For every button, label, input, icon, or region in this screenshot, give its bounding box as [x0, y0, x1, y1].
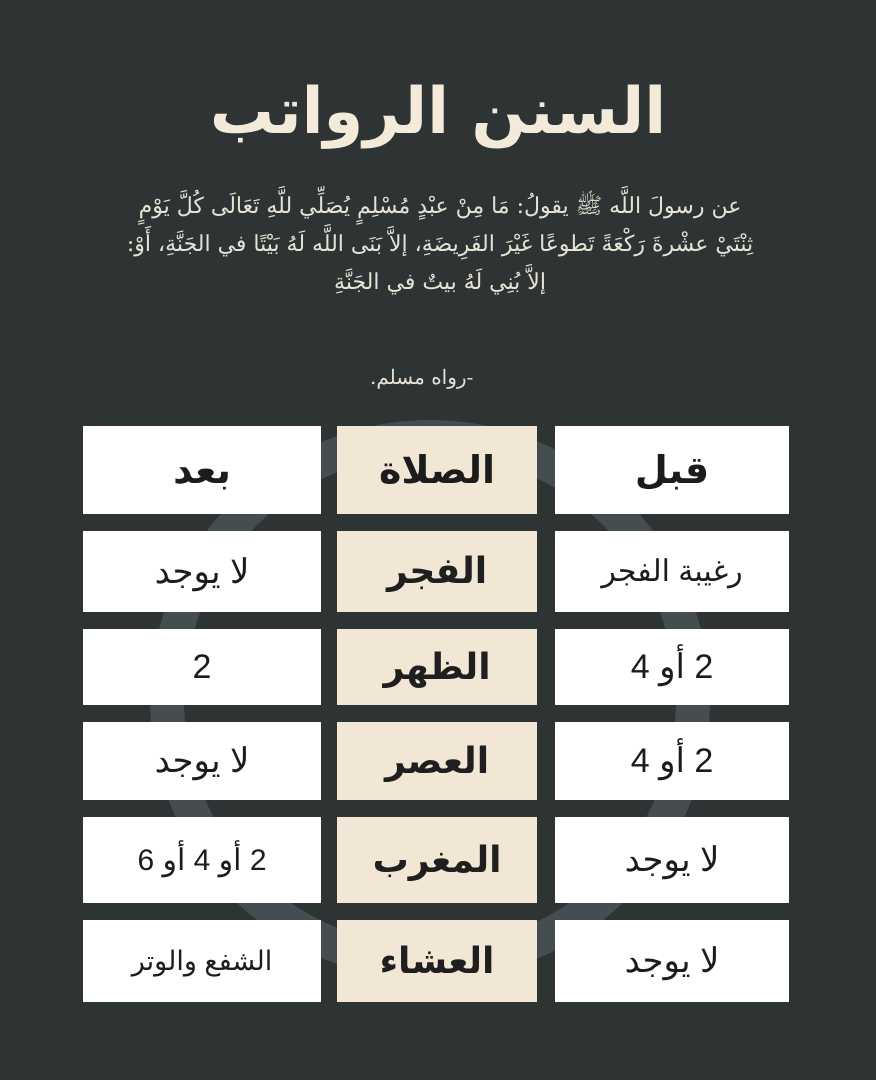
- isha-prayer: العشاء: [337, 920, 537, 1002]
- hadith-line-2: ثِنْتَيْ عشْرةَ رَكْعَةً تَطوعًا غَيْرَ الفَرِيضَةِ، إلاَّ بَنَى اللَّه لَهُ بَيْتًا في الجَنَّةِ، أَوْ:: [126, 232, 754, 257]
- isha-before: لا يوجد: [555, 920, 789, 1002]
- maghrib-after: 2 أو 4 أو 6: [83, 817, 321, 903]
- hadith-line-1: عن رسولَ اللَّه ﷺ يقولُ: مَا مِنْ عبْدٍ مُسْلِمٍ يُصَلِّي للَّهِ تَعَالَى كُلَّ يَوْمٍ: [138, 194, 742, 219]
- dhuhr-before: 2 أو 4: [555, 629, 789, 705]
- maghrib-before: لا يوجد: [555, 817, 789, 903]
- header-prayer: الصلاة: [337, 426, 537, 514]
- hadith-text: [70, 188, 810, 302]
- asr-after: لا يوجد: [83, 722, 321, 800]
- isha-after: الشفع والوتر: [83, 920, 321, 1002]
- header-before: قبل: [555, 426, 789, 514]
- fajr-before: رغيبة الفجر: [555, 531, 789, 612]
- fajr-after: لا يوجد: [83, 531, 321, 612]
- dhuhr-after: 2: [83, 629, 321, 705]
- dhuhr-prayer: الظهر: [337, 629, 537, 705]
- header-after: بعد: [83, 426, 321, 514]
- maghrib-prayer: المغرب: [337, 817, 537, 903]
- hadith-source: -رواه مسلم.: [370, 365, 474, 389]
- asr-prayer: العصر: [337, 722, 537, 800]
- asr-before: 2 أو 4: [555, 722, 789, 800]
- page-title: السنن الرواتب: [209, 75, 667, 149]
- hadith-line-3: إلاَّ بُنِي لَهُ بيتٌ في الجَنَّةِ: [334, 270, 546, 295]
- fajr-prayer: الفجر: [337, 531, 537, 612]
